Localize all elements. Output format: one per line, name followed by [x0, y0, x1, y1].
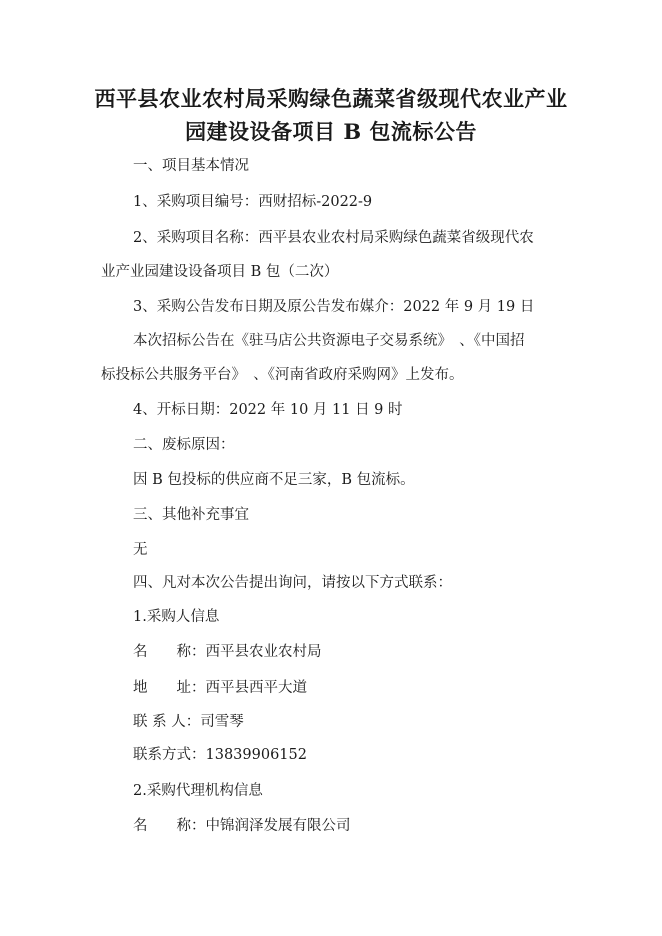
buyer-name-row [133, 645, 603, 660]
agent-name-row [133, 819, 603, 834]
buyer-name-value: 西平县农业农村局 [205, 644, 322, 660]
project-number: 1、采购项目编号：西财招标-2022-9 [133, 194, 373, 210]
section-4-heading: 四、凡对本次公告提出询问，请按以下方式联系： [133, 575, 452, 591]
section-2-heading: 二、废标原因： [133, 437, 235, 453]
bid-opening-date: 4、开标日期：2022 年 10 月 11 日 9 时 [133, 402, 403, 418]
announcement-date: 3、采购公告发布日期及原公告发布媒介：2022 年 9 月 19 日 [133, 299, 535, 315]
agent-name-value: 中锦润泽发展有限公司 [205, 818, 351, 834]
agent-name-label: 名 称： [133, 818, 206, 834]
buyer-contact-value: 司雪琴 [200, 714, 244, 730]
buyer-phone-value: 13839906152 [205, 747, 307, 763]
buyer-phone-label: 联系方式： [133, 747, 206, 763]
publication-media-line-2: 标投标公共服务平台》 、《河南省政府采购网》上发布。 [101, 367, 464, 383]
buyer-address-value: 西平县西平大道 [205, 680, 307, 696]
buyer-name-label: 名 称： [133, 644, 206, 660]
buyer-info-heading: 1.采购人信息 [133, 609, 220, 625]
project-name-line-2: 业产业园建设设备项目 B 包（二次） [101, 264, 339, 280]
buyer-address-label: 地 址： [133, 680, 206, 696]
project-name-line-1: 2、采购项目名称：西平县农业农村局采购绿色蔬菜省级现代农 [133, 230, 534, 246]
cancellation-reason: 因 B 包投标的供应商不足三家，B 包流标。 [133, 472, 415, 488]
document-title-line-2: 园建设设备项目 B 包流标公告 [185, 119, 477, 144]
buyer-contact-label: 联 系 人： [133, 714, 201, 730]
buyer-address-row [133, 681, 603, 696]
section-3-content: 无 [133, 542, 148, 558]
section-1-heading: 一、项目基本情况 [133, 158, 249, 174]
agent-info-heading: 2.采购代理机构信息 [133, 783, 263, 799]
section-3-heading: 三、其他补充事宜 [133, 507, 249, 523]
buyer-contact-row [133, 715, 603, 730]
document-title-line-1: 西平县农业农村局采购绿色蔬菜省级现代农业产业 [94, 86, 568, 111]
buyer-phone-row [133, 748, 603, 763]
publication-media-line-1: 本次招标公告在《驻马店公共资源电子交易系统》 、《中国招 [133, 333, 525, 349]
